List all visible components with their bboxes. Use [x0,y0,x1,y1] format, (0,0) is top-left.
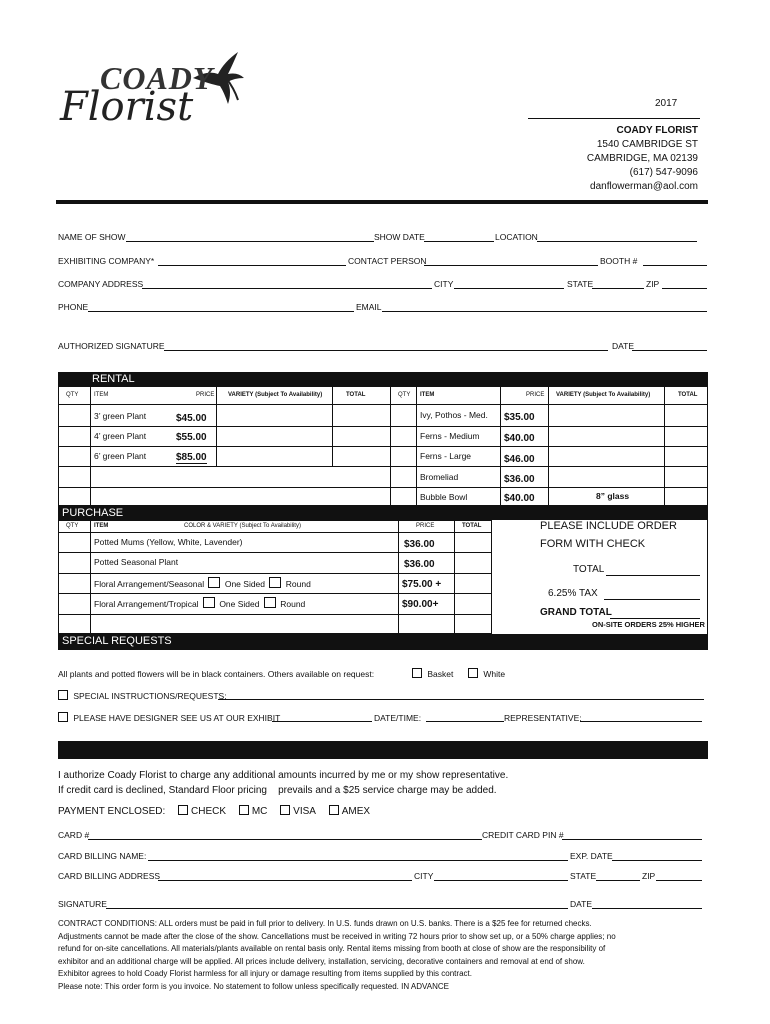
round-seasonal-checkbox[interactable] [269,577,281,588]
condition-line-2: Adjustments cannot be made after the close of the show. Cancellations must be received in writing 72 hours prior to show set up, or a 50% charge applies; no [58,931,616,941]
show-date-label: SHOW DATE [374,232,425,242]
rental-price-header-2: PRICE [526,392,545,398]
exp-date-label: EXP. DATE [570,851,613,861]
rental-left-price-3: $85.00 [176,452,207,463]
visa-checkbox[interactable] [280,805,290,815]
booth-label: BOOTH # [600,256,638,266]
representative-label: REPRESENTATIVE: [504,713,582,723]
billing-zip-label: ZIP [642,871,656,881]
designer-label: PLEASE HAVE DESIGNER SEE US AT OUR EXHIBIT [73,713,281,723]
representative-field[interactable] [580,721,702,722]
total-field[interactable] [606,575,700,576]
company-address-label: COMPANY ADDRESS [58,279,144,289]
rental-total-header-2: TOTAL [678,392,698,398]
rental-total-header: TOTAL [346,392,366,398]
rental-item-header: ITEM [94,392,109,398]
billing-city-field[interactable] [434,880,568,881]
company-name: COADY FLORIST [616,125,698,136]
show-date-field[interactable] [424,241,494,242]
state-field[interactable] [592,288,644,289]
rental-section-bar [58,372,708,386]
special-instructions-field[interactable] [218,699,704,700]
purchase-color-header: COLOR & VARIETY (Subject To Availability) [184,523,301,529]
purchase-item-header: ITEM [94,523,109,529]
payment-date-field[interactable] [592,908,702,909]
visa-label: VISA [293,806,316,817]
total-label: TOTAL [573,564,605,575]
rental-right-price-3: $46.00 [504,454,535,465]
signature-label: SIGNATURE [58,899,107,909]
card-billing-name-label: CARD BILLING NAME: [58,851,147,861]
date-field[interactable] [632,350,707,351]
rental-left-price-1: $45.00 [176,413,207,424]
year-line [528,118,700,119]
mc-checkbox[interactable] [239,805,249,815]
rental-right-item-5: Bubble Bowl [420,492,468,502]
purchase-title: PURCHASE [62,507,124,519]
one-sided-seasonal-label: One Sided [224,579,266,589]
one-sided-tropical-checkbox[interactable] [203,597,215,608]
billing-zip-field[interactable] [656,880,702,881]
purchase-price-2: $36.00 [404,559,435,570]
email-label: EMAIL [356,302,382,312]
rental-right-price-4: $36.00 [504,474,535,485]
contact-person-field[interactable] [424,265,598,266]
payment-date-label: DATE [570,899,593,909]
round-tropical-label: Round [280,599,306,609]
auth-line2: If credit card is declined, Standard Floor pricing prevails and a $25 service charge may be added. [58,785,497,796]
date-time-field[interactable] [426,721,504,722]
rental-right-item-3: Ferns - Large [420,451,472,461]
one-sided-tropical-label: One Sided [219,599,260,609]
company-address-field[interactable] [142,288,432,289]
condition-line-6: Please note: This order form is you invoice. No statement to follow unless specifically requested. IN ADVANCE [58,981,449,991]
purchase-item-4 [94,597,305,609]
zip-field[interactable] [662,288,707,289]
date-time-label: DATE/TIME: [374,713,422,723]
contact-person-label: CONTACT PERSON [348,256,427,266]
header-divider [56,200,708,204]
purchase-item-2: Potted Seasonal Plant [94,557,179,567]
rental-right-item-4: Bromeliad [420,472,459,482]
state-label: STATE [567,279,594,289]
rental-left-item-1: 3’ green Plant [94,411,147,421]
rental-right-price-5: $40.00 [504,493,535,504]
condition-line-4: exhibitor and an additional charge will be applied. All prices include delivery, installation, servicing, decorative containers and removal at end of show. [58,956,585,966]
zip-label: ZIP [646,279,660,289]
card-field[interactable] [88,839,482,840]
auth-line1: I authorize Coady Florist to charge any additional amounts incurred by me or my show representative. [58,770,509,781]
round-tropical-checkbox[interactable] [264,597,276,608]
city-label: CITY [434,279,454,289]
logo [58,48,248,140]
condition-line-5: Exhibitor agrees to hold Coady Florist harmless for all injury or damage resulting from items supplied by this contract. [58,969,472,979]
name-of-show-field[interactable] [126,241,374,242]
contract-conditions [58,918,718,994]
purchase-price-header: PRICE [416,523,435,529]
designer-checkbox[interactable] [58,712,68,722]
card-pin-field[interactable] [562,839,702,840]
logo-coady: COADY [100,60,214,96]
booth-field[interactable] [643,265,707,266]
card-label: CARD # [58,830,90,840]
special-instructions-checkbox[interactable] [58,690,68,700]
check-label: CHECK [191,806,227,817]
phone-label: PHONE [58,302,89,312]
rental-title: RENTAL [92,373,135,385]
condition-line-3: refund for on-site cancellations. All materials/plants available on rental basis only. Rental items missing from booth at close of show are the responsibility of [58,944,606,954]
purchase-qty-header: QTY [66,523,79,529]
rental-qty-header-2: QTY [398,392,411,398]
logo-florist: Florist [60,84,194,130]
tax-label: 6.25% TAX [548,588,598,599]
check-checkbox[interactable] [178,805,188,815]
card-pin-label: CREDIT CARD PIN # [482,830,564,840]
billing-city-label: CITY [414,871,434,881]
company-phone: (617) 547-9096 [629,167,698,178]
grand-total-field[interactable] [610,618,700,619]
rental-right-item-2: Ferns - Medium [420,431,480,441]
payment-enclosed-label: PAYMENT ENCLOSED: [58,806,166,817]
phone-field[interactable] [88,311,354,312]
company-address2: CAMBRIDGE, MA 02139 [586,153,698,164]
purchase-item-4-label: Floral Arrangement/Tropical [94,599,199,609]
special-instructions-label: SPECIAL INSTRUCTIONS/REQUESTS: [73,691,227,701]
date-label: DATE [612,341,635,351]
rental-left-item-3: 6’ green Plant [94,451,147,461]
company-email: danflowerman@aol.com [590,181,698,192]
purchase-total-header: TOTAL [462,523,482,529]
tax-field[interactable] [604,599,700,600]
location-label: LOCATION [495,232,538,242]
card-billing-address-label: CARD BILLING ADDRESS [58,871,161,881]
rental-variety-header-2: VARIETY (Subject To Availability) [556,392,651,398]
rental-left-item-2: 4’ green Plant [94,431,147,441]
location-field[interactable] [537,241,697,242]
mc-label: MC [251,806,268,817]
purchase-item-1: Potted Mums (Yellow, White, Lavender) [94,537,243,547]
purchase-price-4: $90.00+ [402,599,439,610]
notice-line1: PLEASE INCLUDE ORDER [540,520,677,532]
white-label: White [483,669,506,679]
basket-label: Basket [427,669,454,679]
purchase-price-3: $75.00 + [402,579,442,590]
rental-left-price-2: $55.00 [176,432,207,443]
purchase-item-3 [94,577,311,589]
signature-field[interactable] [106,908,568,909]
card-billing-name-field[interactable] [148,860,568,861]
city-field[interactable] [454,288,564,289]
name-of-show-label: NAME OF SHOW [58,232,126,242]
company-address1: 1540 CAMBRIDGE ST [596,139,698,150]
notice-line2: FORM WITH CHECK [540,538,646,550]
amex-checkbox[interactable] [329,805,339,815]
authorized-signature-field[interactable] [164,350,608,351]
email-field[interactable] [382,311,707,312]
grand-total-label: GRAND TOTAL [540,607,612,618]
card-billing-address-field[interactable] [158,880,412,881]
special-title: SPECIAL REQUESTS [62,635,172,647]
one-sided-seasonal-checkbox[interactable] [208,577,220,588]
purchase-price-1: $36.00 [404,539,435,550]
rental-item-header-2: ITEM [420,392,435,398]
rental-variety-header: VARIETY (Subject To Availability) [228,392,323,398]
billing-state-field[interactable] [596,880,640,881]
designer-field[interactable] [272,721,372,722]
exhibiting-company-label: EXHIBITING COMPANY* [58,256,155,266]
payment-section-bar [58,741,708,759]
containers-text: All plants and potted flowers will be in black containers. Others available on request: [58,669,375,679]
round-seasonal-label: Round [285,579,311,589]
billing-state-label: STATE [570,871,597,881]
exp-date-field[interactable] [612,860,702,861]
purchase-item-3-label: Floral Arrangement/Seasonal [94,579,205,589]
rental-right-price-2: $40.00 [504,433,535,444]
form-year: 2017 [655,98,678,109]
rental-right-item-1: Ivy, Pothos - Med. [420,410,488,420]
exhibiting-company-field[interactable] [158,265,346,266]
rental-right-variety-5: 8” glass [596,491,630,501]
purchase-section-bar [58,506,708,520]
basket-checkbox[interactable] [412,668,422,678]
rental-price-header: PRICE [196,392,215,398]
condition-line-1: CONTRACT CONDITIONS: ALL orders must be paid in full prior to delivery. In U.S. funds drawn on U.S. banks. There is a $25 fee for returned checks. [58,919,592,928]
white-checkbox[interactable] [468,668,478,678]
rental-right-price-1: $35.00 [504,412,535,423]
onsite-note: ON-SITE ORDERS 25% HIGHER [592,620,705,629]
amex-label: AMEX [341,806,371,817]
authorized-signature-label: AUTHORIZED SIGNATURE [58,341,165,351]
rental-qty-header: QTY [66,392,79,398]
